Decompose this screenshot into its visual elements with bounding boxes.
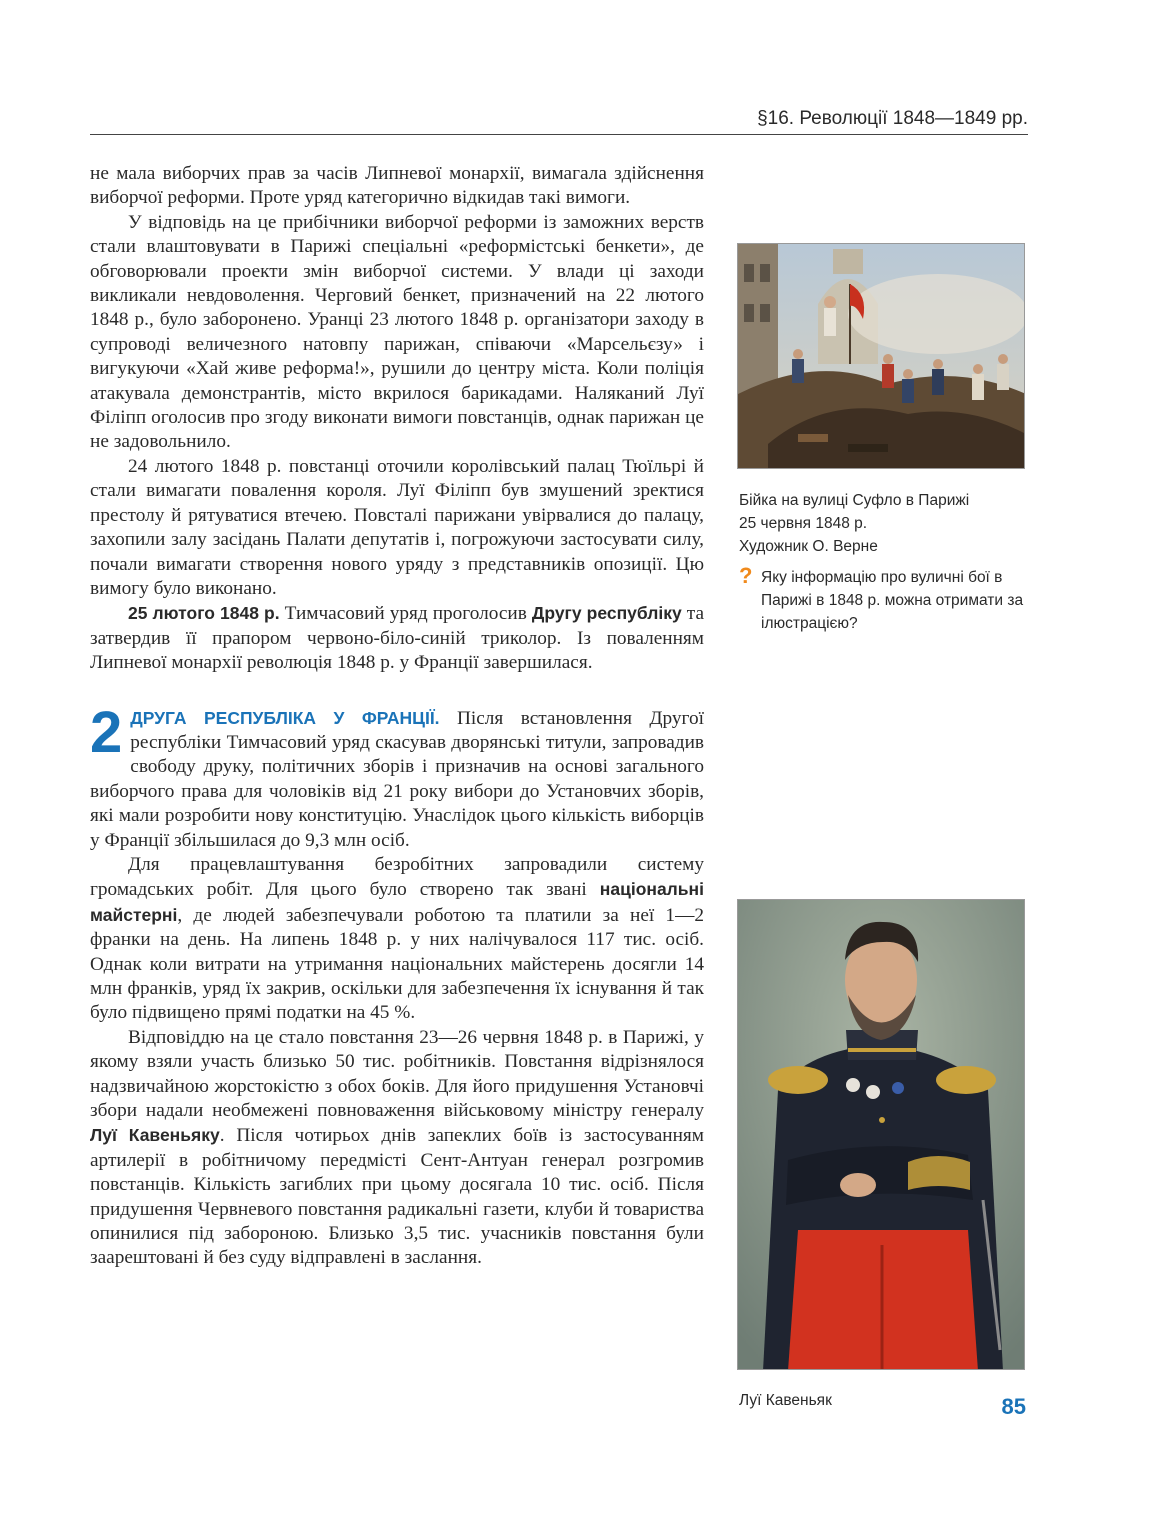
paragraph-4-text-1: Тимчасовий уряд проголосив	[279, 603, 532, 625]
paragraph-1: не мала виборчих прав за часів Липневої монархії, вимагала здійснення виборчої реформи. Проте уряд категорично відкидав такі вимоги.	[90, 163, 704, 209]
figure-2-caption: Луї Кавеньяк	[739, 1392, 832, 1409]
question-mark-icon: ?	[739, 563, 753, 588]
section-title: ДРУГА РЕСПУБЛІКА У ФРАНЦІЇ.	[130, 707, 440, 728]
question-block	[739, 563, 1029, 635]
page-number: 85	[1001, 1394, 1026, 1419]
paragraph-7-text-1: Відповіддю на це стало повстання 23—26 червня 1848 р. в Парижі, у якому взяли участь близько 50 тис. робітників. Повстання відрізнялося надзвичайною жорстокістю з обох боків. Для його придушення Установчі збори надали необмежені повноваження військовому міністру генералу	[90, 1026, 704, 1122]
term-second-republic: Другу республіку	[531, 603, 682, 624]
barricade-painting	[737, 243, 1025, 469]
paragraph-5	[90, 699, 704, 853]
paragraph-4	[90, 601, 704, 675]
section-2	[90, 699, 704, 853]
paragraph-2: У відповідь на це прибічники виборчої реформи із заможних верств стали влаштовувати в Парижі спеціальні «реформістські бенкети», де обговорювали проекти змін виборчої системи. У влади ці заходи викликали невдоволення. Черговий бенкет, призначений на 22 лютого 1848 р., було заборонено. Уранці 23 лютого 1848 р. організатори заходу в супроводі величезного натовпу парижан, співаючи «Марсельєзу» і вигукуючи «Хай живе реформа!», рушили до центру міста. Коли поліція атакувала демонстрантів, місто вкрилося барикадами. Наляканий Луї Філіпп оголосив про згоду виконати вимоги повстанців, однак парижан це не задовольнило.	[90, 211, 704, 453]
cavaignac-portrait-image	[738, 900, 1025, 1370]
main-text-column	[90, 162, 704, 1271]
term-national-workshops: національні майстерні	[90, 879, 704, 925]
paragraph-4-text-2: та затвердив її прапором червоно-біло-синій триколор. Із поваленням Липневої монархії революція 1848 р. у Франції завершилася.	[90, 603, 704, 674]
barricade-painting-image	[738, 244, 1025, 469]
question-text: Яку інформацію про вуличні бої в Парижі в 1848 р. можна отримати за ілюстрацією?	[761, 569, 1024, 632]
paragraph-7	[90, 1026, 704, 1271]
term-louis-cavaignac: Луї Кавеньяку	[90, 1125, 220, 1146]
paragraph-6-text-2: , де людей забезпечували роботою та платили за неї 1—2 франки на день. На липень 1848 р. у них налічувалося 117 тис. осіб. Однак коли витрати на утримання національних майстерень досягли 14 млн франків, уряд їх закрив, оскільки для забезпечення їх існування й так було підвищено прямі податки на 45 %.	[90, 904, 704, 1024]
paragraph-7-text-2: . Після чотирьох днів запеклих боїв із застосуванням артилерії в робітничому передмісті Сент-Антуан генерал розгромив повстанців. Кількість загиблих при цьому досягала 10 тис. осіб. Після придушення Червневого повстання радикальні газети, клуби й товариства опинилися під забороною. Близько 3,5 тис. учасників повстання були заарештовані й без суду відправлені в заслання.	[90, 1125, 704, 1269]
header-divider	[90, 134, 1028, 135]
section-number: 2	[90, 699, 123, 765]
figure-1-caption	[739, 489, 1029, 558]
paragraph-6-text-1: Для працевлаштування безробітних запровадили систему громадських робіт. Для цього було створено так звані	[90, 853, 704, 901]
cavaignac-portrait	[737, 899, 1025, 1370]
paragraph-6	[90, 853, 704, 1026]
figure-1-caption-line-2: 25 червня 1848 р.	[739, 515, 868, 532]
page-header-title: §16. Революції 1848—1849 рр.	[757, 108, 1028, 129]
date-bold: 25 лютого 1848 р.	[128, 603, 280, 624]
figure-1-caption-line-3: Художник О. Верне	[739, 538, 878, 555]
paragraph-5-text: Після встановлення Другої республіки Тимчасовий уряд скасував дворянські титули, запровадив свободу друку, політичних зборів і призначив на основі загального виборчого права для чоловіків від 21 року вибори до Установчих зборів, які мали розробити нову конституцію. Унаслідок цього кількість виборців у Франції збільшилася до 9,3 млн осіб.	[90, 707, 704, 851]
figure-1-caption-line-1: Бійка на вулиці Суфло в Парижі	[739, 492, 970, 509]
paragraph-3: 24 лютого 1848 р. повстанці оточили королівський палац Тюїльрі й стали вимагати повалення короля. Луї Філіпп був змушений зректися престолу й рятуватися втечею. Повсталі парижани увірвалися до палацу, захопили залу засідань Палати депутатів і, погрожуючи застосувати силу, почали вимагати створення нового уряду з представників опозиції. Цю вимогу було виконано.	[90, 455, 704, 599]
